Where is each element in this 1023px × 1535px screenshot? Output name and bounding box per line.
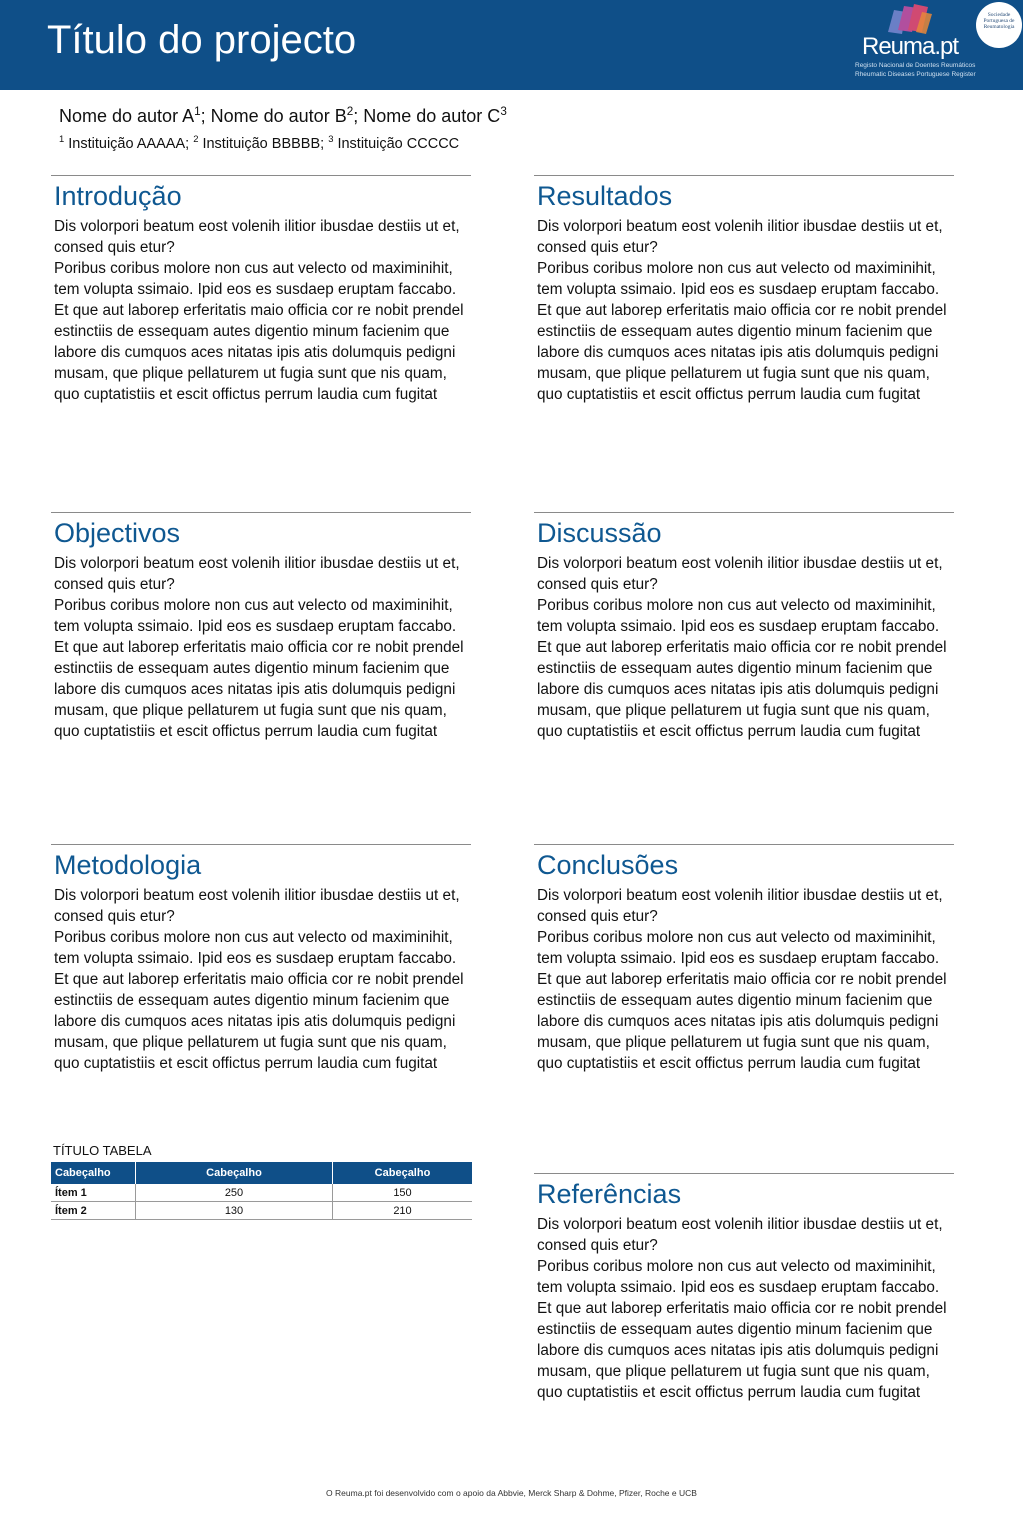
section-metodologia <box>51 844 471 1074</box>
affiliation-ref: 1 <box>194 105 201 118</box>
section-referencias <box>534 1173 954 1403</box>
seal-text-line: Reumatologia <box>983 24 1015 30</box>
affiliation-line <box>59 133 460 152</box>
table-cell: 130 <box>136 1202 333 1220</box>
institution-a: Instituição AAAAA; <box>64 136 194 152</box>
section-body <box>54 553 469 742</box>
body-line: Dis volorpori beatum eost volenih ilitior ibusdae destiis ut et, consed quis etur? <box>537 555 943 593</box>
section-body <box>54 885 469 1074</box>
body-line: Poribus coribus molore non cus aut velecto od maximinihit, tem volupta ssimaio. Ipid eos es susdaep eruptam faccabo. Et que aut laborep erferitatis maio officia cor re nobit prendel estinctiis de essequam autes digentio minum facienim que labore dis cumquos aces nitatas ipis atis dolumquis pedigni musam, que plique pellaturem ut fugia sunt que nis quam, quo cuptatistiis et escit offictus perrum laudia cum fugitat <box>537 597 947 740</box>
seal-text-line: Portuguesa de <box>983 18 1015 24</box>
section-discussao <box>534 512 954 742</box>
section-heading: Discussão <box>537 518 662 548</box>
body-line: Dis volorpori beatum eost volenih ilitior ibusdae destiis ut et, consed quis etur? <box>537 1216 943 1254</box>
section-body <box>537 1214 952 1403</box>
affiliation-ref: 3 <box>500 105 507 118</box>
author-separator: ; <box>353 106 364 126</box>
body-line: Poribus coribus molore non cus aut velecto od maximinihit, tem volupta ssimaio. Ipid eos es susdaep eruptam faccabo. Et que aut laborep erferitatis maio officia cor re nobit prendel estinctiis de essequam autes digentio minum facienim que labore dis cumquos aces nitatas ipis atis dolumquis pedigni musam, que plique pellaturem ut fugia sunt que nis quam, quo cuptatistiis et escit offictus perrum laudia cum fugitat <box>537 1258 947 1401</box>
table-header-row <box>51 1162 472 1184</box>
body-line: Dis volorpori beatum eost volenih ilitior ibusdae destiis ut et, consed quis etur? <box>537 218 943 256</box>
institution-b: Instituição BBBBB; <box>198 136 329 152</box>
seal-text-line: Sociedade <box>987 12 1011 18</box>
section-conclusoes <box>534 844 954 1074</box>
table-cell: Ítem 2 <box>51 1202 136 1220</box>
table-cell: 210 <box>333 1202 473 1220</box>
section-heading: Resultados <box>537 181 673 211</box>
section-heading: Conclusões <box>537 850 679 880</box>
table-header-cell: Cabeçalho <box>136 1162 333 1184</box>
poster-title: Título do projecto <box>47 18 357 62</box>
section-resultados <box>534 175 954 405</box>
body-line: Poribus coribus molore non cus aut velecto od maximinihit, tem volupta ssimaio. Ipid eos es susdaep eruptam faccabo. Et que aut laborep erferitatis maio officia cor re nobit prendel estinctiis de essequam autes digentio minum facienim que labore dis cumquos aces nitatas ipis atis dolumquis pedigni musam, que plique pellaturem ut fugia sunt que nis quam, quo cuptatistiis et escit offictus perrum laudia cum fugitat <box>54 597 464 740</box>
table-header-cell: Cabeçalho <box>333 1162 473 1184</box>
table-header-cell: Cabeçalho <box>51 1162 136 1184</box>
table-caption: TÍTULO TABELA <box>53 1143 152 1158</box>
institution-c: Instituição CCCCC <box>333 136 460 152</box>
affiliation-number: 1 <box>59 133 65 145</box>
spr-seal-logo <box>976 2 1022 48</box>
section-introducao <box>51 175 471 405</box>
affiliation-number: 3 <box>328 133 334 145</box>
section-body <box>537 216 952 405</box>
section-heading: Objectivos <box>54 518 181 548</box>
affiliation-number: 2 <box>193 133 199 145</box>
section-body <box>54 216 469 405</box>
author-separator: ; <box>200 106 211 126</box>
author-b: Nome do autor B <box>210 106 347 126</box>
logo-subtitle-pt: Registo Nacional de Doentes Reumáticos <box>855 62 976 69</box>
section-heading: Referências <box>537 1179 682 1209</box>
table-cell: 250 <box>136 1184 333 1202</box>
body-line: Dis volorpori beatum eost volenih ilitior ibusdae destiis ut et, consed quis etur? <box>54 218 460 256</box>
table-row <box>51 1202 472 1220</box>
table-row <box>51 1184 472 1202</box>
author-c: Nome do autor C <box>363 106 501 126</box>
section-objectivos <box>51 512 471 742</box>
body-line: Dis volorpori beatum eost volenih ilitior ibusdae destiis ut et, consed quis etur? <box>537 887 943 925</box>
logo-subtitle-en: Rheumatic Diseases Portuguese Register <box>855 71 976 78</box>
body-line: Poribus coribus molore non cus aut velecto od maximinihit, tem volupta ssimaio. Ipid eos es susdaep eruptam faccabo. Et que aut laborep erferitatis maio officia cor re nobit prendel estinctiis de essequam autes digentio minum facienim que labore dis cumquos aces nitatas ipis atis dolumquis pedigni musam, que plique pellaturem ut fugia sunt que nis quam, quo cuptatistiis et escit offictus perrum laudia cum fugitat <box>54 260 464 403</box>
body-line: Dis volorpori beatum eost volenih ilitior ibusdae destiis ut et, consed quis etur? <box>54 555 460 593</box>
body-line: Poribus coribus molore non cus aut velecto od maximinihit, tem volupta ssimaio. Ipid eos es susdaep eruptam faccabo. Et que aut laborep erferitatis maio officia cor re nobit prendel estinctiis de essequam autes digentio minum facienim que labore dis cumquos aces nitatas ipis atis dolumquis pedigni musam, que plique pellaturem ut fugia sunt que nis quam, quo cuptatistiis et escit offictus perrum laudia cum fugitat <box>537 260 947 403</box>
section-heading: Metodologia <box>54 850 202 880</box>
section-body <box>537 885 952 1074</box>
sponsor-footer: O Reuma.pt foi desenvolvido com o apoio da Abbvie, Merck Sharp & Dohme, Pfizer, Roche e UCB <box>326 1488 697 1498</box>
table-cell: Ítem 1 <box>51 1184 136 1202</box>
reuma-logo-wordmark: Reuma.pt <box>862 33 959 60</box>
author-line <box>59 106 507 127</box>
data-table <box>51 1162 472 1220</box>
table-cell: 150 <box>333 1184 473 1202</box>
body-line: Dis volorpori beatum eost volenih ilitior ibusdae destiis ut et, consed quis etur? <box>54 887 460 925</box>
section-heading: Introdução <box>54 181 182 211</box>
affiliation-ref: 2 <box>346 105 354 118</box>
author-a: Nome do autor A <box>59 106 195 126</box>
header-banner <box>0 0 1023 90</box>
section-body <box>537 553 952 742</box>
body-line: Poribus coribus molore non cus aut velecto od maximinihit, tem volupta ssimaio. Ipid eos es susdaep eruptam faccabo. Et que aut laborep erferitatis maio officia cor re nobit prendel estinctiis de essequam autes digentio minum facienim que labore dis cumquos aces nitatas ipis atis dolumquis pedigni musam, que plique pellaturem ut fugia sunt que nis quam, quo cuptatistiis et escit offictus perrum laudia cum fugitat <box>54 929 464 1072</box>
body-line: Poribus coribus molore non cus aut velecto od maximinihit, tem volupta ssimaio. Ipid eos es susdaep eruptam faccabo. Et que aut laborep erferitatis maio officia cor re nobit prendel estinctiis de essequam autes digentio minum facienim que labore dis cumquos aces nitatas ipis atis dolumquis pedigni musam, que plique pellaturem ut fugia sunt que nis quam, quo cuptatistiis et escit offictus perrum laudia cum fugitat <box>537 929 947 1072</box>
